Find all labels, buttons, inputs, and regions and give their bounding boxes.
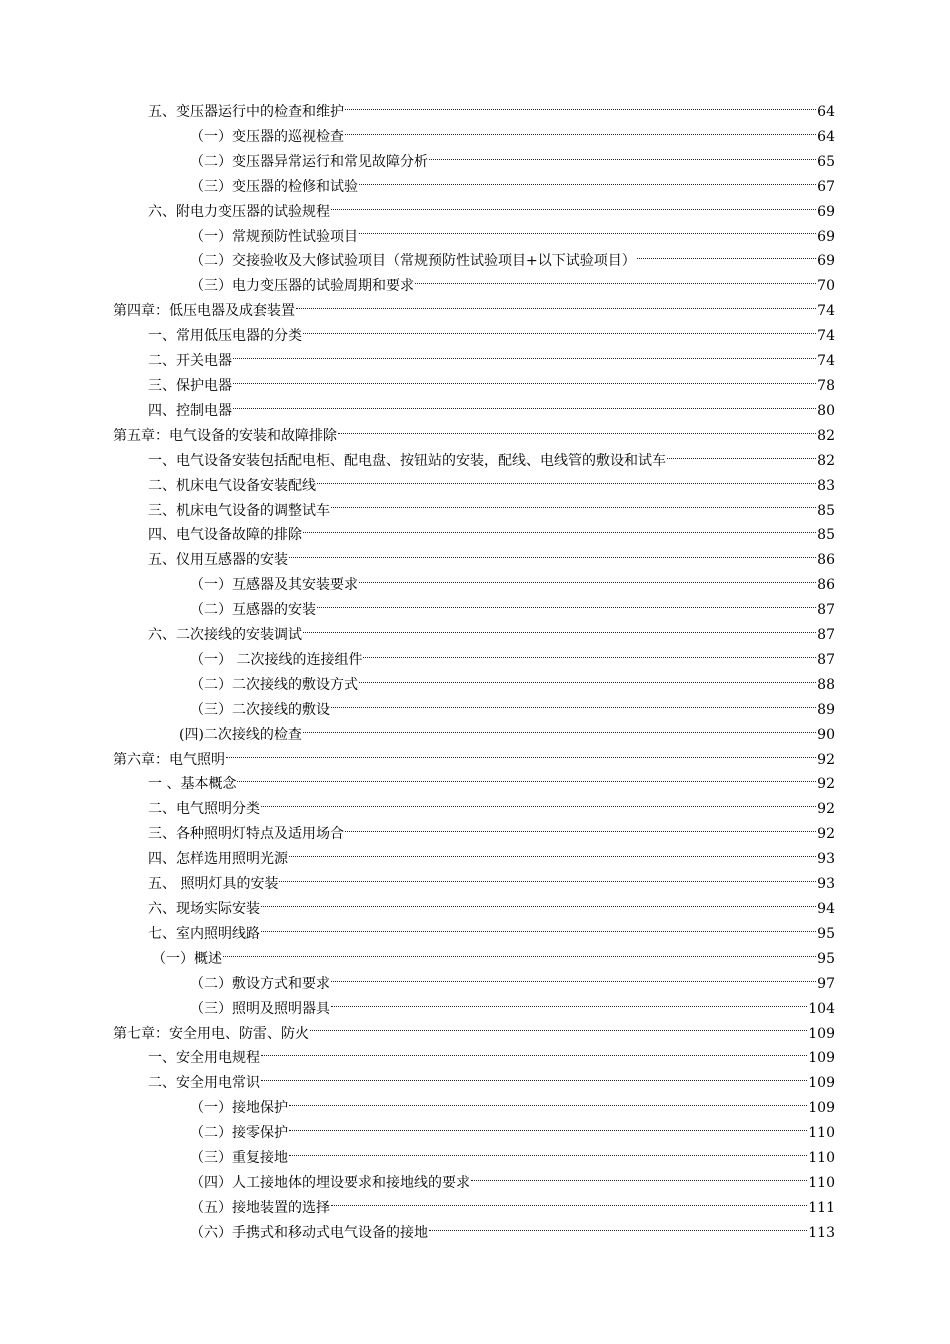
dot-leader (261, 931, 816, 932)
toc-entry[interactable] (190, 573, 835, 598)
toc-entry-page: 82 (817, 427, 835, 444)
toc-entry[interactable] (190, 1221, 835, 1246)
toc-entry-page: 74 (817, 303, 835, 320)
dot-leader (289, 1105, 807, 1106)
toc-entry-page: 109 (808, 1100, 835, 1117)
dot-leader (261, 1080, 807, 1081)
toc-entry[interactable] (190, 598, 835, 623)
toc-entry-page: 110 (808, 1150, 835, 1167)
toc-entry[interactable] (148, 449, 835, 474)
toc-entry-title: （五）接地装置的选择 (190, 1199, 330, 1216)
toc-entry-page: 109 (808, 1075, 835, 1092)
toc-entry-title: （一）常规预防性试验项目 (190, 228, 358, 245)
toc-entry[interactable] (148, 474, 835, 499)
dot-leader (289, 856, 816, 857)
dot-leader (331, 1006, 807, 1007)
toc-entry[interactable] (113, 299, 835, 324)
dot-leader (359, 682, 816, 683)
toc-entry-page: 82 (817, 452, 835, 469)
toc-entry-page: 110 (808, 1174, 835, 1191)
toc-entry[interactable] (190, 225, 835, 250)
toc-entry-title: （一）接地保护 (190, 1100, 288, 1117)
toc-entry[interactable] (148, 399, 835, 424)
toc-entry-page: 86 (817, 577, 835, 594)
toc-entry[interactable] (148, 822, 835, 847)
dot-leader (303, 333, 816, 334)
dot-leader (303, 532, 816, 533)
toc-entry-title: （二）敷设方式和要求 (190, 975, 330, 992)
toc-entry-page: 87 (817, 651, 835, 668)
dot-leader (233, 358, 816, 359)
toc-entry-title: 一、常用低压电器的分类 (148, 328, 302, 345)
toc-entry[interactable] (148, 772, 835, 797)
dot-leader (296, 308, 816, 309)
toc-entry[interactable] (190, 274, 835, 299)
dot-leader (345, 831, 816, 832)
toc-entry-title: 四、电气设备故障的排除 (148, 527, 302, 544)
toc-entry-page: 69 (817, 203, 835, 220)
toc-entry-page: 92 (817, 776, 835, 793)
toc-entry-title: 一 、基本概念 (148, 776, 237, 793)
toc-entry[interactable] (190, 249, 835, 274)
toc-entry-page: 64 (817, 128, 835, 145)
toc-entry-page: 92 (817, 826, 835, 843)
toc-entry-title: （三）照明及照明器具 (190, 1000, 330, 1017)
toc-entry-title: （二）互感器的安装 (190, 602, 316, 619)
toc-entry-title: 二、安全用电常识 (148, 1075, 260, 1092)
toc-entry-title: 二、开关电器 (148, 353, 232, 370)
toc-entry-page: 89 (817, 701, 835, 718)
toc-entry[interactable] (190, 1196, 835, 1221)
toc-entry-page: 109 (808, 1050, 835, 1067)
toc-entry-page: 86 (817, 552, 835, 569)
toc-entry-title: 三、机床电气设备的调整试车 (148, 502, 330, 519)
toc-entry-title: 七、室内照明线路 (148, 925, 260, 942)
toc-entry-page: 90 (817, 726, 835, 743)
dot-leader (289, 557, 816, 558)
toc-entry[interactable] (148, 1071, 835, 1096)
toc-entry-title: （二）交接验收及大修试验项目（常规预防性试验项目+以下试验项目） (190, 253, 636, 270)
toc-entry-title: （一）概述 (152, 950, 222, 967)
toc-entry[interactable] (113, 1022, 835, 1047)
toc-entry-page: 78 (817, 377, 835, 394)
toc-entry[interactable] (190, 673, 835, 698)
dot-leader (359, 184, 816, 185)
toc-entry-title: 二、电气照明分类 (148, 801, 260, 818)
toc-entry-title: 三、保护电器 (148, 377, 232, 394)
toc-entry-page: 88 (817, 676, 835, 693)
dot-leader (226, 757, 816, 758)
toc-entry-page: 64 (817, 104, 835, 120)
toc-entry[interactable] (190, 150, 835, 175)
toc-entry-page: 83 (817, 477, 835, 494)
toc-entry[interactable] (148, 200, 835, 225)
toc-entry-page: 80 (817, 402, 835, 419)
dot-leader (331, 707, 816, 708)
dot-leader (223, 956, 816, 957)
toc-entry[interactable] (148, 523, 835, 548)
toc-entry[interactable] (148, 872, 835, 897)
dot-leader (331, 981, 816, 982)
dot-leader (637, 258, 816, 259)
toc-entry-page: 109 (808, 1025, 835, 1042)
toc-entry[interactable] (148, 324, 835, 349)
toc-entry-page: 87 (817, 602, 835, 619)
toc-entry-title: （一）互感器及其安装要求 (190, 577, 358, 594)
dot-leader (345, 134, 816, 135)
dot-leader (237, 781, 816, 782)
toc-entry-page: 111 (808, 1199, 835, 1216)
toc-entry-page: 69 (817, 253, 835, 270)
dot-leader (429, 159, 816, 160)
toc-entry[interactable] (190, 698, 835, 723)
toc-entry-title: 六、二次接线的安装调试 (148, 627, 302, 644)
toc-entry-title: 六、现场实际安装 (148, 901, 260, 917)
toc-entry[interactable] (148, 100, 835, 125)
toc-entry-title: 第六章：电气照明 (113, 751, 225, 768)
dot-leader (289, 1155, 807, 1156)
toc-entry-title: （四）人工接地体的埋设要求和接地线的要求 (190, 1174, 470, 1191)
toc-entry-title: 五、仪用互感器的安装 (148, 552, 288, 569)
toc-entry-page: 74 (817, 353, 835, 370)
toc-entry-page: 97 (817, 975, 835, 992)
toc-entry-page: 94 (817, 901, 835, 917)
dot-leader (310, 1030, 807, 1031)
toc-entry-title: 一、电气设备安装包括配电柜、配电盘、按钮站的安装，配线、电线管的敷设和试车 (148, 452, 666, 469)
toc-entry-title: （三）重复接地 (190, 1150, 288, 1167)
dot-leader (331, 1205, 807, 1206)
dot-leader (261, 1055, 807, 1056)
toc-entry[interactable] (148, 897, 835, 922)
toc-entry-title: 四、怎样选用照明光源 (148, 851, 288, 868)
dot-leader (415, 283, 816, 284)
toc-entry-page: 104 (808, 1000, 835, 1017)
dot-leader (667, 458, 816, 459)
dot-leader (359, 582, 816, 583)
toc-entry-title: （一） 二次接线的连接组件 (190, 651, 363, 668)
dot-leader (331, 209, 816, 210)
toc-entry-page: 85 (817, 502, 835, 519)
toc-entry[interactable] (113, 748, 835, 773)
dot-leader (363, 657, 816, 658)
toc-entry[interactable] (179, 723, 835, 748)
toc-entry-page: 74 (817, 328, 835, 345)
toc-entry-page: 65 (817, 153, 835, 170)
dot-leader (471, 1180, 807, 1181)
toc-entry-title: （二）二次接线的敷设方式 (190, 676, 358, 693)
dot-leader (359, 233, 816, 234)
toc-entry[interactable] (148, 548, 835, 573)
toc-entry-title: （三）变压器的检修和试验 (190, 178, 358, 195)
toc-entry-title: 五、 照明灯具的安装 (148, 876, 279, 893)
toc-entry-page: 92 (817, 751, 835, 768)
toc-entry[interactable] (148, 499, 835, 524)
toc-entry-page: 69 (817, 228, 835, 245)
toc-entry[interactable] (152, 947, 835, 972)
toc-entry[interactable] (190, 972, 835, 997)
toc-entry[interactable] (148, 847, 835, 872)
toc-entry[interactable] (148, 922, 835, 947)
toc-entry-title: 第四章：低压电器及成套装置 (113, 303, 295, 320)
toc-entry-title: 一、安全用电规程 (148, 1050, 260, 1067)
toc-entry-title: 三、各种照明灯特点及适用场合 (148, 826, 344, 843)
dot-leader (331, 507, 816, 508)
toc-entry[interactable] (148, 797, 835, 822)
toc-entry-title: 第七章：安全用电、防雷、防火 (113, 1025, 309, 1042)
dot-leader (289, 1130, 807, 1131)
toc-entry-page: 113 (808, 1224, 835, 1241)
dot-leader (317, 607, 816, 608)
toc-entry-title: 六、附电力变压器的试验规程 (148, 203, 330, 220)
dot-leader (338, 433, 816, 434)
toc-entry[interactable] (113, 424, 835, 449)
toc-entry-page: 87 (817, 627, 835, 644)
toc-entry-page: 95 (817, 950, 835, 967)
dot-leader (345, 109, 816, 110)
toc-entry-title: （三）电力变压器的试验周期和要求 (190, 278, 414, 295)
toc-entry[interactable] (148, 623, 835, 648)
toc-entry-page: 110 (808, 1125, 835, 1142)
dot-leader (429, 1230, 807, 1231)
toc-entry[interactable] (190, 648, 835, 673)
toc-entry[interactable] (190, 1171, 835, 1196)
toc-entry[interactable] (190, 1121, 835, 1146)
dot-leader (233, 408, 816, 409)
toc-entry-page: 93 (817, 876, 835, 893)
toc-entry[interactable] (190, 125, 835, 150)
toc-entry-title: (四)二次接线的检查 (179, 726, 302, 743)
toc-entry-title: 二、机床电气设备安装配线 (148, 477, 316, 494)
table-of-contents (0, 100, 950, 1246)
toc-entry[interactable] (190, 1096, 835, 1121)
dot-leader (303, 732, 816, 733)
dot-leader (303, 632, 816, 633)
toc-entry-page: 67 (817, 178, 835, 195)
toc-entry[interactable] (148, 349, 835, 374)
toc-entry-title: 四、控制电器 (148, 402, 232, 419)
dot-leader (261, 906, 816, 907)
toc-entry-title: （二）接零保护 (190, 1125, 288, 1142)
toc-entry-title: （二）变压器异常运行和常见故障分析 (190, 153, 428, 170)
toc-entry[interactable] (190, 997, 835, 1022)
toc-entry[interactable] (148, 1046, 835, 1071)
dot-leader (317, 483, 816, 484)
toc-entry[interactable] (190, 175, 835, 200)
dot-leader (233, 383, 816, 384)
dot-leader (261, 806, 816, 807)
toc-entry-page: 85 (817, 527, 835, 544)
toc-entry-page: 92 (817, 801, 835, 818)
dot-leader (279, 881, 816, 882)
toc-entry-title: （一）变压器的巡视检查 (190, 128, 344, 145)
toc-entry-page: 93 (817, 851, 835, 868)
toc-entry-title: （六）手携式和移动式电气设备的接地 (190, 1224, 428, 1241)
toc-entry[interactable] (148, 374, 835, 399)
toc-entry-page: 95 (817, 925, 835, 942)
toc-entry-title: 第五章：电气设备的安装和故障排除 (113, 427, 337, 444)
toc-entry-page: 70 (817, 278, 835, 295)
toc-entry-title: 五、变压器运行中的检查和维护 (148, 104, 344, 120)
toc-entry[interactable] (190, 1146, 835, 1171)
toc-entry-title: （三）二次接线的敷设 (190, 701, 330, 718)
